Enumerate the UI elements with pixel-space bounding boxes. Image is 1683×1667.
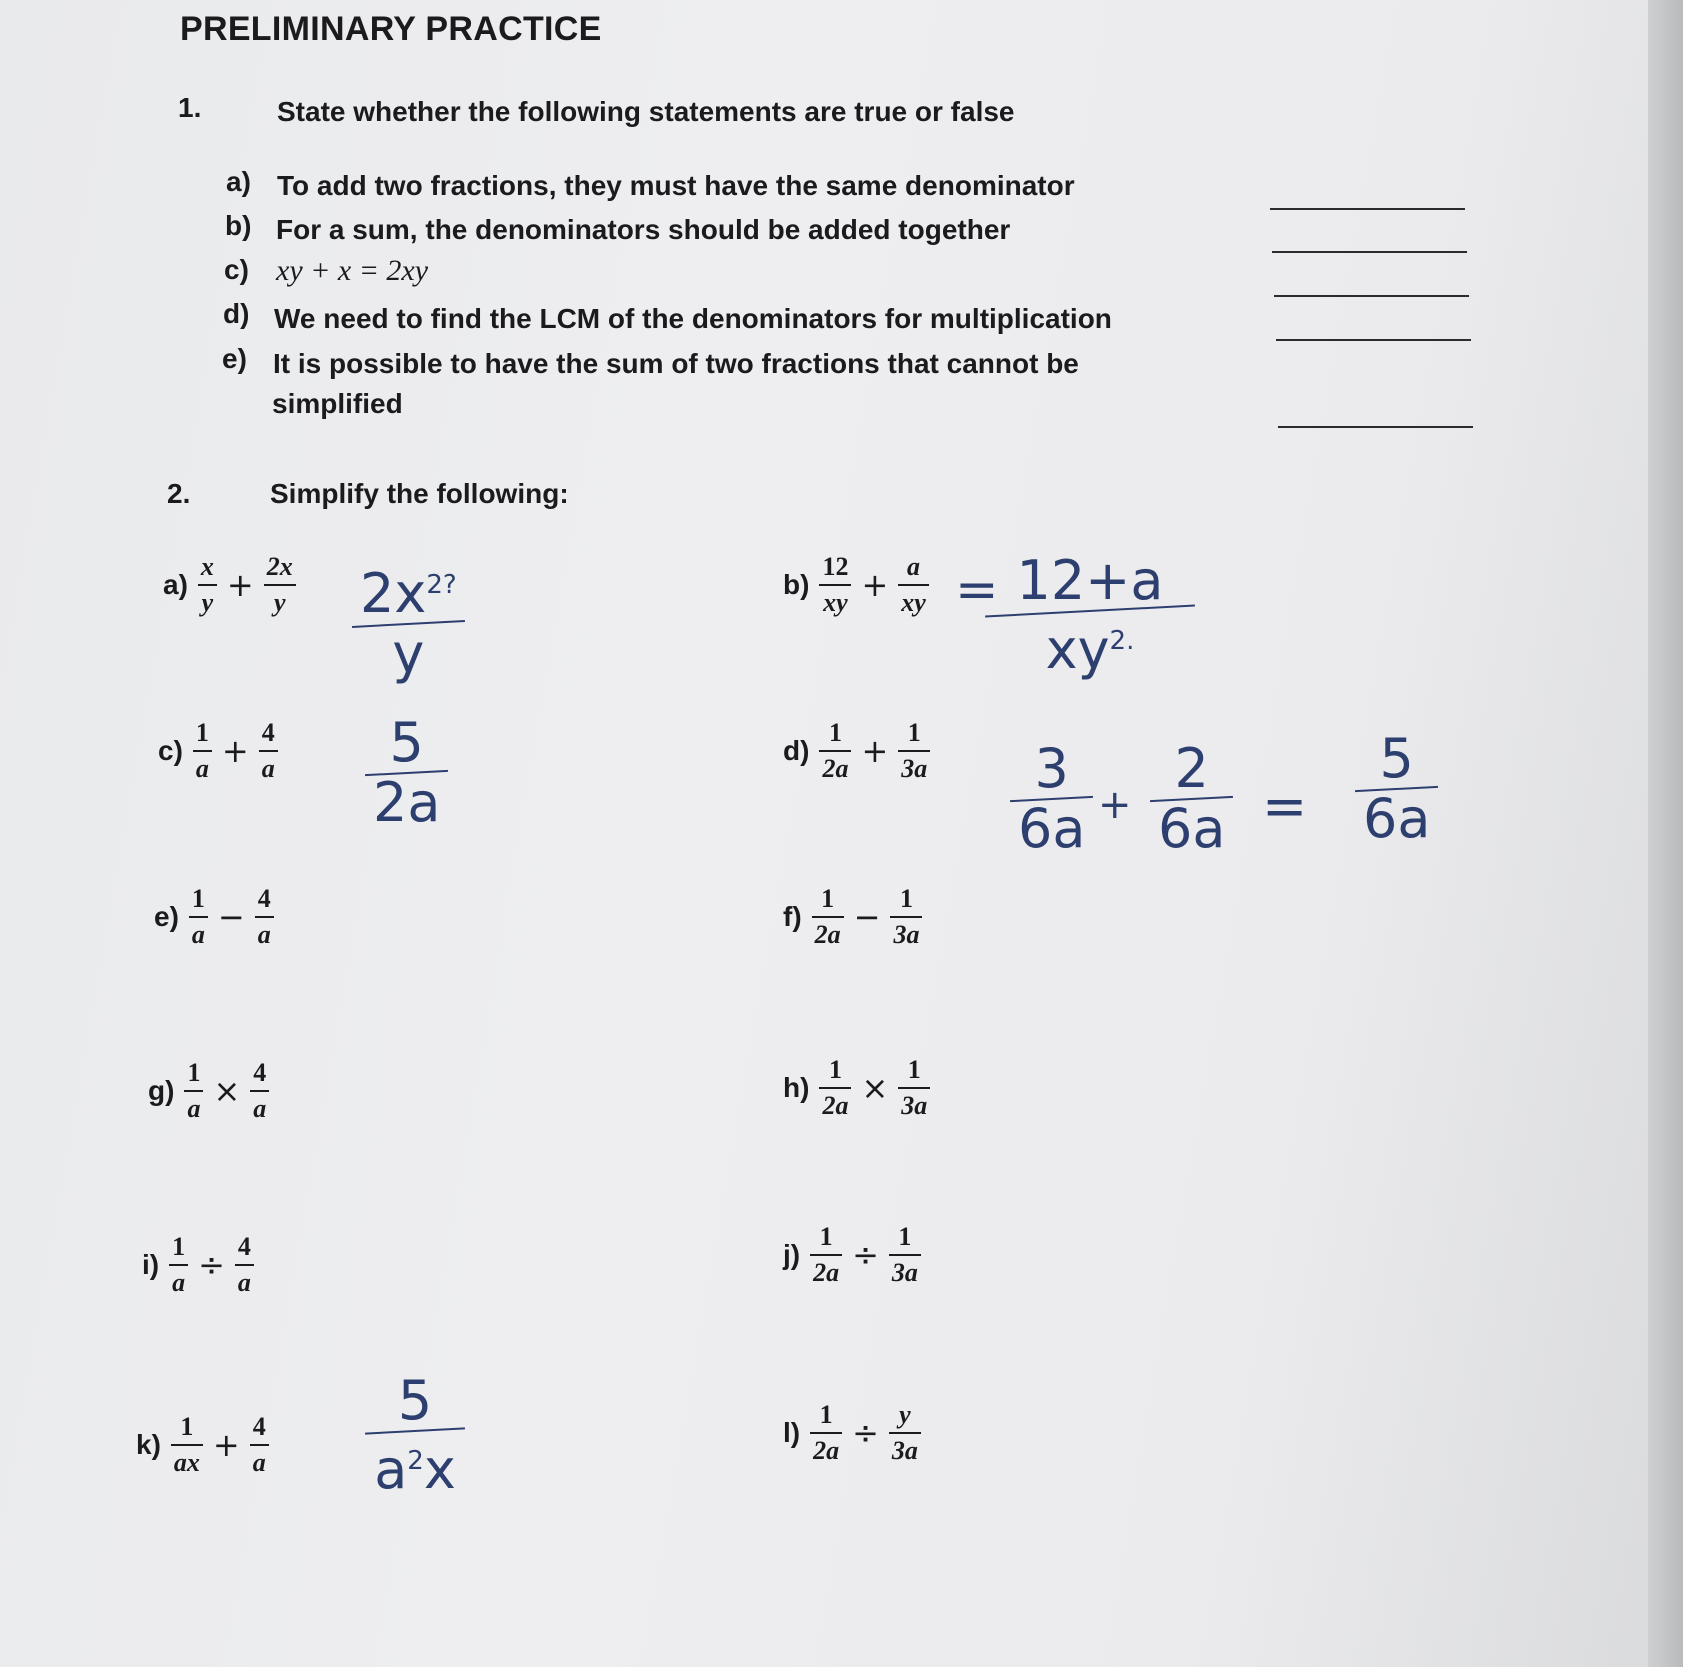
numerator: 1 <box>828 718 842 747</box>
problem-d <box>783 718 934 784</box>
fraction <box>898 718 930 784</box>
handwritten-answer-c <box>365 711 448 834</box>
numerator: 1 <box>898 1222 912 1251</box>
handwritten-denominator: 2a <box>373 771 441 834</box>
fraction <box>235 1232 254 1298</box>
handwritten-denominator: 6a <box>1158 797 1226 860</box>
fraction <box>255 884 274 950</box>
fraction <box>259 718 278 784</box>
problem-label: a) <box>163 569 188 600</box>
fraction <box>193 718 212 784</box>
denominator: a <box>172 1268 186 1297</box>
q1-item-e-text-line2: simplified <box>272 388 403 419</box>
q1-item-a-letter: a) <box>226 166 251 197</box>
denominator: a <box>257 920 271 949</box>
numerator: 1 <box>195 718 209 747</box>
q1-item-d-text: We need to find the LCM of the denominators for multiplication <box>274 303 1112 334</box>
q1-item-e-text: It is possible to have the sum of two fractions that cannot be <box>273 348 1079 379</box>
handwritten-superscript: 2? <box>426 570 457 600</box>
handwritten-numerator: 3 <box>1034 737 1069 800</box>
denominator: 3a <box>893 920 920 949</box>
numerator: 4 <box>257 884 271 913</box>
problem-b <box>783 552 933 618</box>
handwritten-numerator: 5 <box>1379 727 1414 790</box>
problem-g <box>148 1058 273 1124</box>
denominator: a <box>191 920 205 949</box>
q1-item-b-text: For a sum, the denominators should be added together <box>276 214 1011 245</box>
q1-item-b-letter: b) <box>225 210 252 241</box>
numerator: 1 <box>907 1055 921 1084</box>
fraction <box>189 884 208 950</box>
fraction <box>812 884 844 950</box>
question-2-number: 2. <box>167 478 191 509</box>
denominator: 3a <box>891 1436 918 1465</box>
problem-c <box>158 718 282 784</box>
operator: + <box>861 732 889 770</box>
numerator: 4 <box>261 718 275 747</box>
fraction <box>898 552 929 618</box>
fraction <box>819 1055 851 1121</box>
problem-label: f) <box>783 901 802 932</box>
numerator: 1 <box>172 1232 186 1261</box>
handwritten-den-text-2: x <box>423 1438 456 1501</box>
answer-blank-d[interactable] <box>1276 339 1471 341</box>
fraction <box>819 718 851 784</box>
problem-label: e) <box>154 901 179 932</box>
numerator: x <box>200 552 214 581</box>
denominator: a <box>237 1268 251 1297</box>
fraction <box>810 1400 842 1466</box>
operator: + <box>861 566 889 604</box>
operator: ÷ <box>852 1236 879 1274</box>
problem-label: g) <box>148 1075 175 1106</box>
handwritten-numerator: 5 <box>389 711 424 774</box>
handwritten-equals-d: = <box>1262 775 1308 838</box>
operator: ÷ <box>852 1414 879 1452</box>
q1-item-c-text: xy + x = 2xy <box>276 254 429 287</box>
answer-blank-c[interactable] <box>1274 295 1469 297</box>
handwritten-plus-d: + <box>1098 782 1132 828</box>
fraction <box>810 1222 842 1288</box>
fraction <box>250 1412 269 1478</box>
handwritten-denominator <box>1038 612 1143 679</box>
denominator: 2a <box>813 1258 840 1287</box>
handwritten-denominator: y <box>392 622 425 685</box>
handwritten-superscript: 2. <box>1109 626 1135 656</box>
problem-label: k) <box>136 1429 161 1460</box>
problem-label: l) <box>783 1417 801 1448</box>
denominator: xy <box>823 588 848 617</box>
fraction <box>169 1232 188 1298</box>
handwritten-answer-a <box>352 556 465 683</box>
problem-label: d) <box>783 735 810 766</box>
handwritten-numerator: 5 <box>397 1369 433 1432</box>
operator: + <box>221 732 249 770</box>
handwritten-answer-k <box>365 1369 465 1501</box>
numerator: 2x <box>266 552 293 581</box>
question-2-text: Simplify the following: <box>270 478 569 509</box>
numerator: 4 <box>237 1232 251 1261</box>
fraction <box>198 552 217 618</box>
fraction <box>890 884 922 950</box>
problem-e <box>154 884 278 950</box>
problem-label: b) <box>783 569 810 600</box>
numerator: 1 <box>828 1055 842 1084</box>
problem-label: i) <box>142 1249 160 1280</box>
numerator: 12 <box>822 552 849 581</box>
numerator: 1 <box>819 1222 833 1251</box>
handwritten-answer-d-part2 <box>1150 737 1233 860</box>
problem-label: h) <box>783 1072 810 1103</box>
fraction <box>184 1058 203 1124</box>
denominator: y <box>201 588 214 617</box>
handwritten-numerator: 12+a <box>1016 549 1164 612</box>
numerator: y <box>899 1400 911 1429</box>
problem-i <box>142 1232 258 1298</box>
denominator: a <box>253 1094 267 1123</box>
fraction <box>898 1055 930 1121</box>
handwritten-equals-b: = <box>955 560 999 620</box>
fraction <box>250 1058 269 1124</box>
problem-j <box>783 1222 925 1288</box>
operator: × <box>861 1069 889 1107</box>
handwritten-den-text: a <box>374 1438 408 1501</box>
denominator: 2a <box>822 1091 849 1120</box>
handwritten-answer-d-part1 <box>1010 737 1093 860</box>
operator: − <box>853 898 881 936</box>
numerator: 1 <box>191 884 205 913</box>
operator: + <box>226 566 254 604</box>
numerator: 1 <box>821 884 835 913</box>
problem-k <box>136 1412 273 1478</box>
numerator: 1 <box>907 718 921 747</box>
handwritten-denominator <box>366 1432 464 1499</box>
fraction <box>171 1412 203 1478</box>
handwritten-den-text: xy <box>1045 618 1110 681</box>
denominator: 2a <box>813 1436 840 1465</box>
problem-l <box>783 1400 925 1466</box>
handwritten-numerator: 2 <box>1174 737 1209 800</box>
fraction <box>819 552 851 618</box>
operator: + <box>212 1426 240 1464</box>
operator: ÷ <box>198 1246 225 1284</box>
operator: − <box>217 898 245 936</box>
q1-item-d-letter: d) <box>223 298 250 329</box>
denominator: 2a <box>814 920 841 949</box>
page-edge-shadow <box>1648 0 1683 1667</box>
denominator: 3a <box>891 1258 918 1287</box>
question-1-number: 1. <box>178 92 202 123</box>
answer-blank-e[interactable] <box>1278 426 1473 428</box>
denominator: a <box>195 754 209 783</box>
denominator: ax <box>173 1448 200 1477</box>
problem-a <box>163 552 300 618</box>
numerator: 1 <box>180 1412 194 1441</box>
denominator: 3a <box>901 1091 928 1120</box>
handwritten-denominator: 6a <box>1363 787 1431 850</box>
handwritten-numerator <box>352 556 465 623</box>
q1-item-a-text: To add two fractions, they must have the same denominator <box>277 170 1075 201</box>
numerator: 4 <box>252 1412 266 1441</box>
problem-label: c) <box>158 735 183 766</box>
denominator: a <box>187 1094 201 1123</box>
handwritten-num-text: 2x <box>360 562 427 625</box>
problem-label: j) <box>783 1239 801 1270</box>
numerator: 1 <box>187 1058 201 1087</box>
handwritten-denominator: 6a <box>1018 797 1086 860</box>
numerator: 4 <box>253 1058 267 1087</box>
page-title: PRELIMINARY PRACTICE <box>180 10 602 48</box>
numerator: a <box>907 552 921 581</box>
q1-item-c-letter: c) <box>224 254 249 285</box>
denominator: xy <box>901 588 926 617</box>
question-1-text: State whether the following statements are true or false <box>277 96 1015 127</box>
fraction <box>264 552 296 618</box>
handwritten-answer-b <box>985 549 1195 681</box>
operator: × <box>213 1072 241 1110</box>
denominator: a <box>252 1448 266 1477</box>
denominator: a <box>261 754 275 783</box>
answer-blank-b[interactable] <box>1272 251 1467 253</box>
numerator: 1 <box>819 1400 833 1429</box>
q1-item-e-letter: e) <box>222 343 247 374</box>
answer-blank-a[interactable] <box>1270 208 1465 210</box>
numerator: 1 <box>899 884 913 913</box>
denominator: 2a <box>822 754 849 783</box>
problem-h <box>783 1055 934 1121</box>
denominator: y <box>273 588 286 617</box>
fraction <box>889 1400 921 1466</box>
handwritten-answer-d-result <box>1355 727 1438 850</box>
handwritten-superscript: 2 <box>407 1446 424 1476</box>
fraction <box>889 1222 921 1288</box>
problem-f <box>783 884 926 950</box>
denominator: 3a <box>901 754 928 783</box>
